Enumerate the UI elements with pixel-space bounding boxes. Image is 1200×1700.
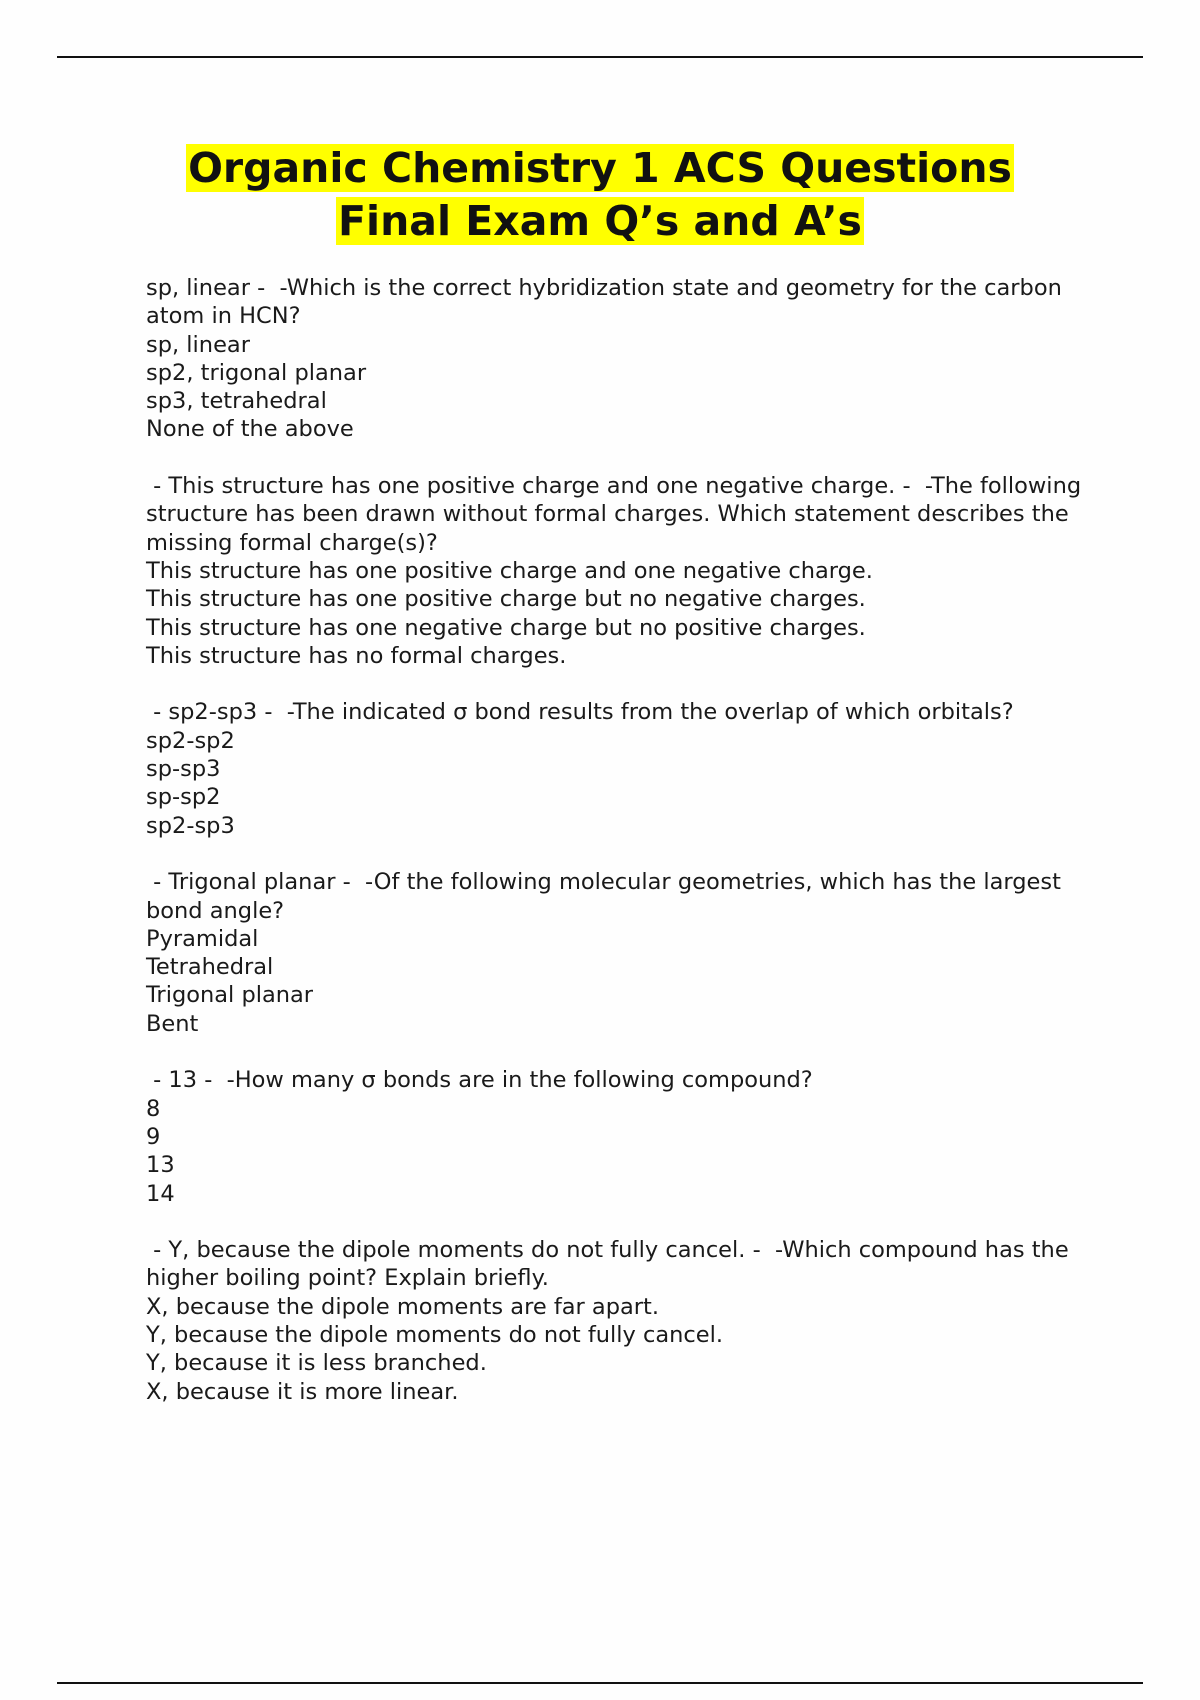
answer-option: Bent [146, 1010, 199, 1037]
answer-option: sp2, trigonal planar [146, 359, 367, 386]
answer-option: Tetrahedral [146, 954, 274, 981]
answer-option: sp2-sp2 [146, 727, 235, 754]
answer-option: This structure has no formal charges. [146, 642, 567, 669]
answer-option: 13 [146, 1152, 175, 1179]
answer-option: Trigonal planar [146, 982, 314, 1009]
answer-option: X, because it is more linear. [146, 1378, 459, 1405]
answer-option: 8 [146, 1095, 161, 1122]
qa-block-5 [146, 1066, 1106, 1207]
answer-option: This structure has one positive charge but no negative charges. [146, 586, 866, 613]
answer-option: sp2-sp3 [146, 812, 235, 839]
answer-option: Pyramidal [146, 925, 259, 952]
qa-block-1 [146, 274, 1106, 444]
answer-option: Y, because it is less branched. [146, 1350, 487, 1377]
question-text: - This structure has one positive charge and one negative charge. - -The following structure has been drawn without formal charges. Which statement describes the missing formal charge(s)? [146, 473, 1089, 556]
answer-option: sp-sp2 [146, 784, 221, 811]
question-text: - sp2-sp3 - -The indicated σ bond results from the overlap of which orbitals? [146, 699, 1014, 726]
answer-option: sp, linear [146, 331, 250, 358]
bottom-rule [57, 1682, 1143, 1684]
qa-block-2 [146, 472, 1106, 670]
answer-option: This structure has one positive charge and one negative charge. [146, 557, 873, 584]
title-line-2: Final Exam Q’s and A’s [338, 197, 862, 245]
question-text: - Trigonal planar - -Of the following molecular geometries, which has the largest bond angle? [146, 869, 1069, 924]
answer-option: sp3, tetrahedral [146, 388, 327, 415]
document-title [0, 142, 1200, 248]
qa-block-4 [146, 868, 1106, 1038]
question-text: sp, linear - -Which is the correct hybridization state and geometry for the carbon atom in HCN? [146, 275, 1070, 330]
answer-option: sp-sp3 [146, 756, 221, 783]
question-text: - Y, because the dipole moments do not fully cancel. - -Which compound has the higher boiling point? Explain briefly. [146, 1237, 1076, 1292]
question-text: - 13 - -How many σ bonds are in the following compound? [146, 1067, 813, 1094]
answer-option: 14 [146, 1180, 175, 1207]
question-list [146, 274, 1106, 1434]
answer-option: X, because the dipole moments are far apart. [146, 1293, 660, 1320]
answer-option: Y, because the dipole moments do not fully cancel. [146, 1321, 724, 1348]
answer-option: 9 [146, 1123, 161, 1150]
answer-option: None of the above [146, 416, 354, 443]
top-rule [57, 56, 1143, 58]
answer-option: This structure has one negative charge but no positive charges. [146, 614, 866, 641]
qa-block-6 [146, 1236, 1106, 1406]
qa-block-3 [146, 698, 1106, 839]
title-line-1: Organic Chemistry 1 ACS Questions [188, 144, 1012, 192]
